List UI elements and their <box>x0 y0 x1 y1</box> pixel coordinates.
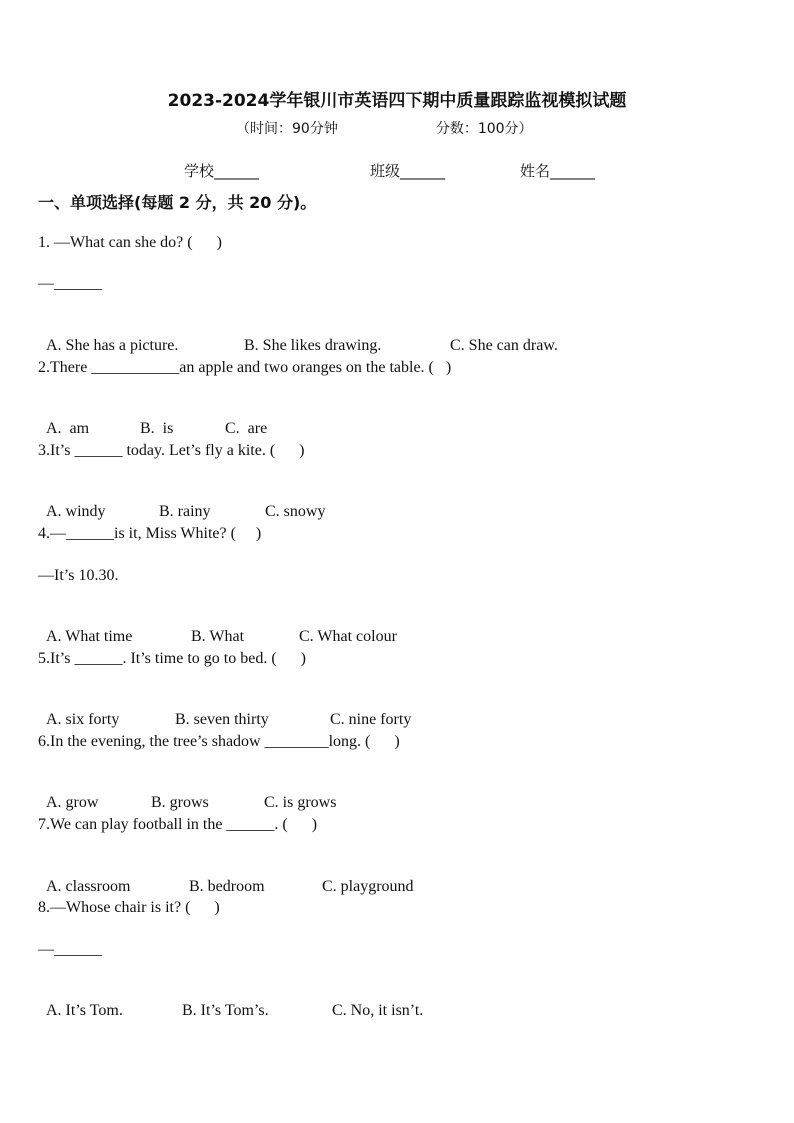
question-2: 2.There ___________an apple and two oranges on the table. ( ) <box>38 359 452 376</box>
question-1-answer-line: —______ <box>38 275 102 292</box>
option-a: A. am <box>46 420 90 437</box>
question-8: 8.—Whose chair is it? ( ) <box>38 899 220 916</box>
question-6-options <box>38 773 336 813</box>
option-b: B. She likes drawing. <box>244 337 382 354</box>
section-heading: 一、单项选择(每题 2 分，共 20 分)。 <box>38 193 317 212</box>
option-a: A. six forty <box>46 711 120 728</box>
option-b: B. is <box>140 420 174 437</box>
option-a: A. windy <box>46 503 106 520</box>
question-1-options <box>38 316 558 356</box>
time-score-line <box>236 118 533 138</box>
option-c: C. nine forty <box>330 711 412 728</box>
option-c: C. She can draw. <box>450 337 558 354</box>
question-2-options <box>38 399 267 439</box>
question-8-options <box>38 981 423 1021</box>
name-field: 姓名______ <box>520 162 596 180</box>
question-5: 5.It’s ______. It’s time to go to bed. ( ) <box>38 650 306 667</box>
question-3: 3.It’s ______ today. Let’s fly a kite. ( ) <box>38 442 305 459</box>
option-b: B. seven thirty <box>175 711 269 728</box>
option-c: C. are <box>225 420 268 437</box>
option-b: B. rainy <box>159 503 211 520</box>
option-b: B. bedroom <box>189 878 265 895</box>
exam-title: 2023-2024学年银川市英语四下期中质量跟踪监视模拟试题 <box>167 91 627 111</box>
option-a: A. grow <box>46 794 99 811</box>
exam-time: （时间：90分钟 <box>236 121 338 137</box>
option-c: C. What colour <box>299 628 397 645</box>
option-c: C. is grows <box>264 794 337 811</box>
student-info-line <box>184 160 595 181</box>
question-8-answer-line: —______ <box>38 941 102 958</box>
option-a: A. It’s Tom. <box>46 1002 123 1019</box>
option-c: C. playground <box>322 878 414 895</box>
question-1: 1. —What can she do? ( ) <box>38 234 222 251</box>
question-3-options <box>38 482 325 522</box>
option-a: A. What time <box>46 628 133 645</box>
option-c: C. snowy <box>265 503 326 520</box>
question-4-answer-line: —It’s 10.30. <box>38 567 119 584</box>
option-b: B. What <box>191 628 245 645</box>
option-c: C. No, it isn’t. <box>332 1002 424 1019</box>
question-5-options <box>38 690 411 730</box>
exam-score: 分数：100分） <box>435 121 533 137</box>
option-a: A. She has a picture. <box>46 337 179 354</box>
question-7: 7.We can play football in the ______. ( ) <box>38 816 318 833</box>
question-6: 6.In the evening, the tree’s shadow ________long. ( ) <box>38 733 400 750</box>
option-b: B. grows <box>151 794 209 811</box>
question-4-options <box>38 607 397 647</box>
option-b: B. It’s Tom’s. <box>182 1002 269 1019</box>
school-field: 学校______ <box>184 162 260 180</box>
question-4: 4.—______is it, Miss White? ( ) <box>38 525 262 542</box>
option-a: A. classroom <box>46 878 131 895</box>
question-7-options <box>38 857 414 897</box>
class-field: 班级______ <box>370 162 446 180</box>
